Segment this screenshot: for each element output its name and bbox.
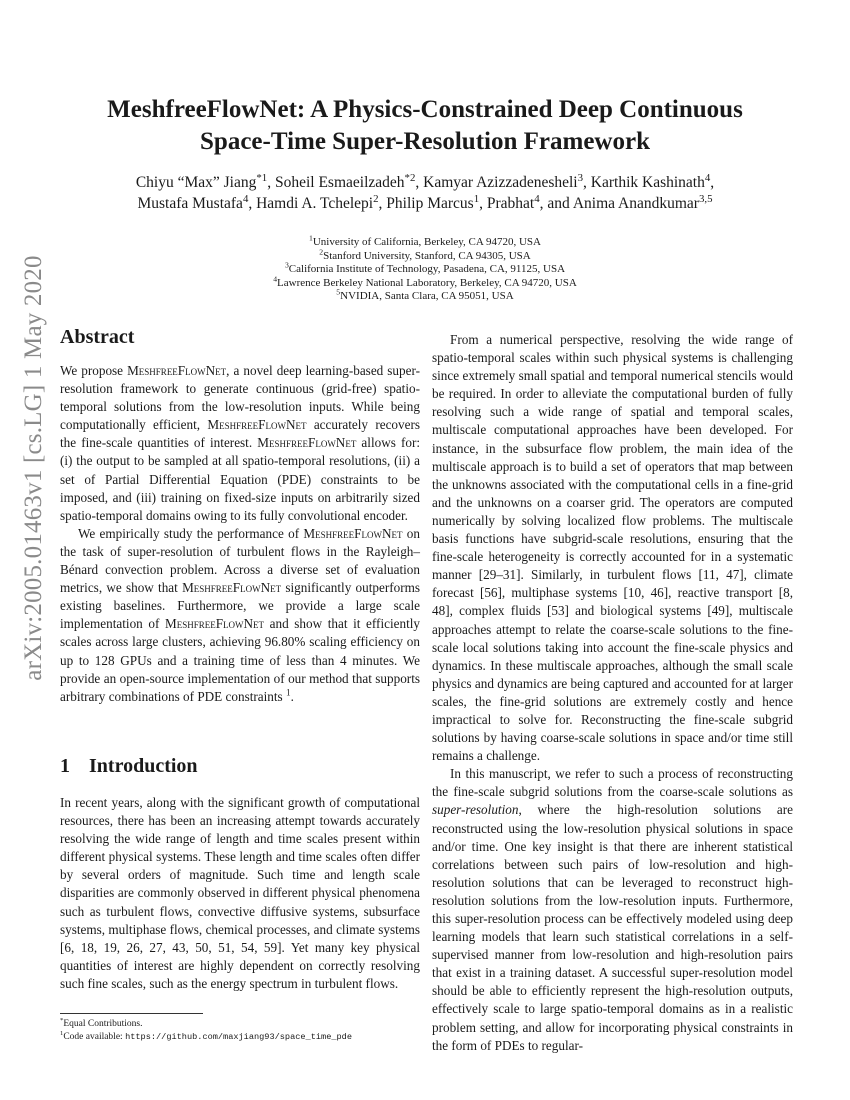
author: Prabhat	[486, 195, 535, 212]
footnote-code: $^1$Code available: https://github.com/maxjiang93/space_time_pde	[60, 1029, 352, 1042]
paper-title	[60, 94, 790, 158]
title-line-2: Space-Time Super-Resolution Framework	[200, 128, 650, 155]
footnote-rule	[60, 1013, 203, 1014]
affiliation: $^1$University of California, Berkeley, CA 94720, USA	[309, 233, 541, 248]
abstract-paragraph-2: We empirically study the performance of MeshfreeFlowNet on the task of super-resolution of turbulent flows in the Rayleigh–Bénard convection problem. Across a diverse set of evaluation metrics, we show that MeshfreeFlowNet significantly outperforms existing baselines. Furthermore, we provide a large scale implementation of MeshfreeFlowNet and show that it efficiently scales across large clusters, achieving 96.80% scaling efficiency on up to 128 GPUs and a training time of less than 4 minutes. We provide an open-source implementation of our method that supports arbitrary combinations of PDE constraints $^1$.	[60, 525, 420, 704]
code-link[interactable]: https://github.com/maxjiang93/space_time_pde	[125, 1032, 352, 1042]
author: Karthik Kashinath	[590, 174, 705, 191]
author: Mustafa Mustafa	[137, 195, 243, 212]
affiliation: $^4$Lawrence Berkeley National Laboratory, Berkeley, CA 94720, USA	[273, 274, 577, 289]
footnote-equal-contribution: *Equal Contributions.	[60, 1016, 143, 1029]
right-column-body	[432, 331, 793, 1055]
section-heading-introduction: 1 Introduction	[60, 755, 198, 777]
footnote-ref: 1	[285, 687, 291, 698]
intro-body	[60, 794, 420, 993]
abstract-heading: Abstract	[60, 326, 135, 348]
affiliation: $^5$NVIDIA, Santa Clara, CA 95051, USA	[336, 287, 514, 303]
right-paragraph-2: In this manuscript, we refer to such a process of reconstructing the fine-scale subgrid solutions from the coarse-scale solutions as super-resolution, where the high-resolution solutions are reconstructed using the low-resolution physical solutions in space and/or time. One key insight is that there are inherent statistical correlations between such pairs of low-resolution and high-resolution solutions that can be leveraged to reconstruct high-resolution solutions from the low-resolution inputs. Furthermore, this super-resolution process can be effectively modeled using deep learning models that learn such statistical correlations in a self-supervised manner from low-resolution and high-resolution pairs that exist in a training dataset. A successful super-resolution model should be able to efficiently represent the high-resolution outputs, effectively scale to large spatio-temporal domains as in a realistic problem setting, and allow for incorporating physical constraints in the form of PDEs to regular-	[432, 766, 793, 1053]
right-paragraph-1: From a numerical perspective, resolving the wide range of spatio-temporal scales within such physical systems is challenging since extremely small spatial and temporal numerical stencils would be required. In order to alleviate the computational burden of fully resolving such a wide range of spatial and temporal scales, multiscale computational approaches have been developed. For instance, in the subsurface flow problem, the main idea of the multiscale approach is to build a set of operators that map between the unknowns associated with the computational cells in a fine-grid and the unknowns on a coarser grid. The operators are computed numerically by solving localized flow problems. The multiscale basis functions have subgrid-scale resolutions, ensuring that the fine-scale heterogeneity is correctly accounted for in a systematic manner [29–31]. Similarly, in turbulent flows [11, 47], climate forecast [56], multiphase systems [10, 46], reactive transport [8, 48], complex fluids [53] and biological systems [49], multiscale approaches attempt to relate the coarse-scale solutions to the fine-scale local solutions taking into account the fine-scale physics and dynamics. In these multiscale approaches, although the small scale physics and dynamics are being captured and accounted for at larger scales, the fine-grid solutions are extremely costly and hence impractical to solve for. Reconstructing the fine-scale subgrid solutions by having coarse-scale solutions in space and/or time still remains a challenge.	[432, 332, 793, 764]
affiliation: $^3$California Institute of Technology, Pasadena, CA, 91125, USA	[284, 260, 566, 276]
author: Chiyu “Max” Jiang	[135, 174, 257, 191]
author: Kamyar Azizzadenesheli	[423, 174, 578, 191]
author: Hamdi A. Tchelepi	[256, 195, 374, 212]
author-list	[60, 172, 790, 214]
affiliation-list	[60, 233, 790, 304]
author: Anima Anandkumar	[572, 195, 699, 212]
author-line-1: Chiyu “Max” Jiang$^{*1}$, Soheil Esmaeilzadeh$^{*2}$, Kamyar Azizzadenesheli$^3$, Karthik Kashinath$^4$,	[135, 171, 715, 191]
author: Soheil Esmaeilzadeh	[274, 174, 405, 191]
author: Philip Marcus	[386, 195, 474, 212]
title-line-1: MeshfreeFlowNet: A Physics-Constrained Deep Continuous	[107, 96, 743, 123]
intro-paragraph-1: In recent years, along with the significant growth of computational resources, there has been an increasing attempt towards accurately resolving the wide range of length and time scales present within different physical systems. These length and time scales often differ by several orders of magnitude. Such time and length scale disparities are commonly observed in different physical phenomena such as turbulent flows, convective diffusive systems, subsurface systems, multiphase flows, chemical processes, and climate systems [6, 18, 19, 26, 27, 43, 50, 51, 54, 59]. Yet many key physical quantities of interest are highly dependent on correctly resolving such fine scales, such as the energy spectrum in turbulent flows.	[60, 795, 420, 991]
author-line-2: Mustafa Mustafa$^4$, Hamdi A. Tchelepi$^2$, Philip Marcus$^1$, Prabhat$^4$, and Anima Anandkumar$^{3,5}$	[137, 192, 713, 212]
arxiv-identifier: arXiv:2005.01463v1 [cs.LG] 1 May 2020	[20, 255, 47, 681]
abstract-body	[60, 362, 420, 706]
affiliation: $^2$Stanford University, Stanford, CA 94305, USA	[319, 246, 531, 262]
abstract-paragraph-1: We propose MeshfreeFlowNet, a novel deep learning-based super-resolution framework to generate continuous (grid-free) spatio-temporal solutions from the low-resolution inputs. While being computationally efficient, MeshfreeFlowNet accurately recovers the fine-scale quantities of interest. MeshfreeFlowNet allows for: (i) the output to be sampled at all spatio-temporal resolutions, (ii) a set of Partial Differential Equation (PDE) constraints to be imposed, and (iii) training on fixed-size inputs on arbitrarily sized spatio-temporal domains owing to its fully convolutional encoder.	[60, 363, 421, 523]
